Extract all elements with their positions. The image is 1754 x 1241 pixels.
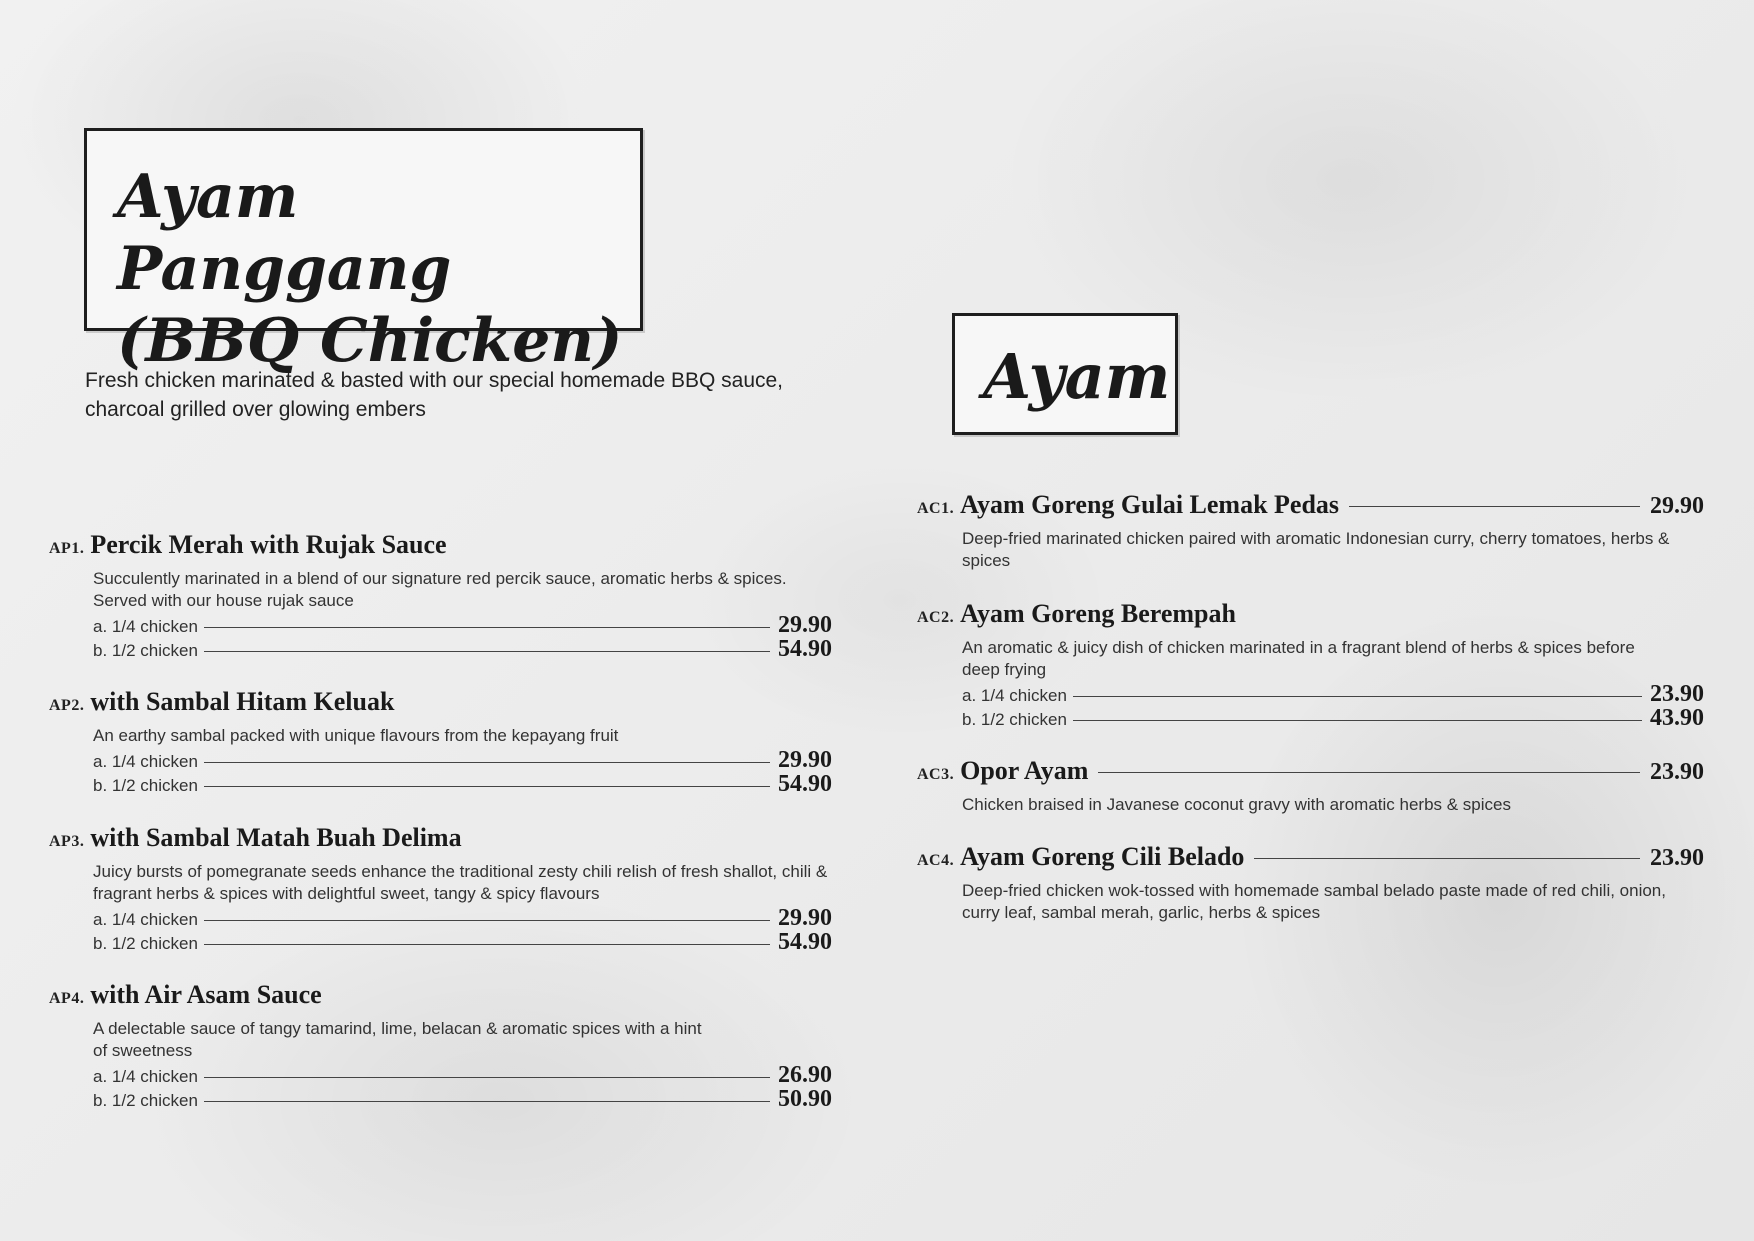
price-option[interactable]: [93, 636, 832, 660]
leader-line: [1254, 858, 1640, 859]
menu-item-ap3[interactable]: [49, 823, 832, 953]
item-name: Percik Merah with Rujak Sauce: [90, 530, 447, 559]
leader-line: [204, 920, 770, 921]
item-name: with Sambal Matah Buah Delima: [90, 823, 462, 852]
option-label: b. 1/2 chicken: [93, 641, 198, 660]
option-label: a. 1/4 chicken: [93, 1067, 198, 1086]
item-description: Deep-fried marinated chicken paired with aromatic Indonesian curry, cherry tomatoes, herbs & spices: [962, 529, 1670, 570]
item-code: AC3.: [917, 766, 955, 783]
option-label: b. 1/2 chicken: [962, 710, 1067, 729]
section-title-frame-bbq: [84, 128, 643, 376]
item-code: AC2.: [917, 609, 955, 626]
item-code: AP3.: [49, 833, 85, 850]
option-price: 29.90: [778, 905, 832, 931]
option-label: b. 1/2 chicken: [93, 776, 198, 795]
price-option[interactable]: [962, 705, 1704, 729]
price-option[interactable]: [93, 905, 832, 929]
item-name: with Sambal Hitam Keluak: [90, 687, 395, 716]
leader-line: [204, 1101, 770, 1102]
item-code: AC1.: [917, 500, 955, 517]
item-description: An earthy sambal packed with unique flavours from the kepayang fruit: [93, 726, 619, 745]
option-label: a. 1/4 chicken: [962, 686, 1067, 705]
price-option[interactable]: [93, 1086, 832, 1110]
leader-line: [204, 1077, 770, 1078]
item-code: AC4.: [917, 852, 955, 869]
item-description: Chicken braised in Javanese coconut gravy with aromatic herbs & spices: [962, 795, 1511, 814]
item-code: AP1.: [49, 540, 85, 557]
price-option[interactable]: [93, 612, 832, 636]
item-price: 23.90: [1650, 759, 1704, 785]
item-description: An aromatic & juicy dish of chicken marinated in a fragrant blend of herbs & spices before deep frying: [962, 638, 1635, 679]
item-description: A delectable sauce of tangy tamarind, lime, belacan & aromatic spices with a hint of sweetness: [93, 1019, 702, 1060]
option-price: 23.90: [1650, 681, 1704, 707]
item-name: Ayam Goreng Gulai Lemak Pedas: [960, 490, 1340, 519]
item-description: Juicy bursts of pomegranate seeds enhance the traditional zesty chili relish of fresh shallot, chili & fragrant herbs & spices with delightful sweet, tangy & spicy flavours: [93, 862, 828, 903]
leader-line: [204, 944, 770, 945]
item-name: Opor Ayam: [960, 756, 1089, 785]
leader-line: [1098, 772, 1640, 773]
item-description: Deep-fried chicken wok-tossed with homemade sambal belado paste made of red chili, onion, curry leaf, sambal merah, garlic, herbs & spices: [962, 881, 1666, 922]
leader-line: [1073, 696, 1642, 697]
item-price: 23.90: [1650, 845, 1704, 871]
item-code: AP4.: [49, 990, 85, 1007]
option-price: 29.90: [778, 612, 832, 638]
leader-line: [1073, 720, 1642, 721]
item-price: 29.90: [1650, 493, 1704, 519]
price-option[interactable]: [93, 1062, 832, 1086]
price-option[interactable]: [962, 681, 1704, 705]
price-option[interactable]: [93, 771, 832, 795]
item-name: Ayam Goreng Berempah: [960, 599, 1236, 628]
menu-item-ap4[interactable]: [49, 980, 832, 1110]
option-price: 54.90: [778, 771, 832, 797]
menu-item-ap1[interactable]: [49, 530, 832, 660]
leader-line: [204, 651, 770, 652]
option-price: 26.90: [778, 1062, 832, 1088]
option-price: 50.90: [778, 1086, 832, 1112]
section-title-bbq: Ayam Panggang (BBQ Chicken): [117, 162, 623, 376]
leader-line: [1349, 506, 1640, 507]
menu-item-ap2[interactable]: [49, 687, 832, 795]
menu-item-ac2[interactable]: [917, 599, 1704, 729]
option-label: a. 1/4 chicken: [93, 752, 198, 771]
item-name: Ayam Goreng Cili Belado: [960, 842, 1245, 871]
option-label: b. 1/2 chicken: [93, 1091, 198, 1110]
option-price: 29.90: [778, 747, 832, 773]
option-price: 54.90: [778, 929, 832, 955]
leader-line: [204, 762, 770, 763]
leader-line: [204, 627, 770, 628]
price-option[interactable]: [93, 929, 832, 953]
item-code: AP2.: [49, 697, 85, 714]
leader-line: [204, 786, 770, 787]
section-title-frame-ayam: [952, 313, 1178, 435]
option-label: a. 1/4 chicken: [93, 617, 198, 636]
section-intro: Fresh chicken marinated & basted with our special homemade BBQ sauce, charcoal grilled over glowing embers: [85, 369, 784, 421]
price-option[interactable]: [93, 747, 832, 771]
menu-item-ac1[interactable]: [917, 490, 1704, 572]
item-name: with Air Asam Sauce: [90, 980, 322, 1009]
item-description: Succulently marinated in a blend of our signature red percik sauce, aromatic herbs & spices. Served with our house rujak sauce: [93, 569, 787, 610]
option-price: 54.90: [778, 636, 832, 662]
option-label: b. 1/2 chicken: [93, 934, 198, 953]
option-label: a. 1/4 chicken: [93, 910, 198, 929]
menu-item-ac3[interactable]: [917, 756, 1704, 816]
menu-item-ac4[interactable]: [917, 842, 1704, 924]
section-title-ayam: Ayam: [983, 340, 1171, 413]
option-price: 43.90: [1650, 705, 1704, 731]
